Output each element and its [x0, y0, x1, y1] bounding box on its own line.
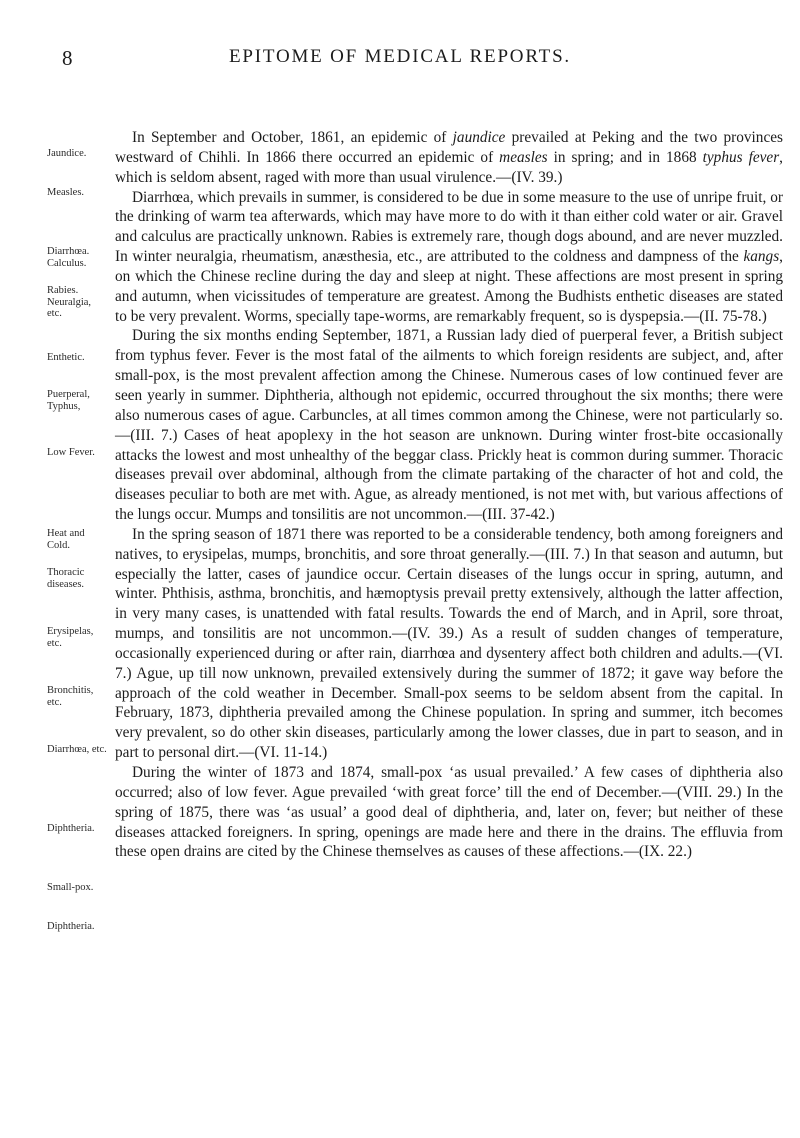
- text-span: , which is seldom absent, raged with more than usual virulence.—(IV. 39.): [115, 148, 783, 186]
- margin-note-enthetic: Enthetic.: [47, 352, 85, 363]
- margin-note-small-pox: Small-pox.: [47, 882, 94, 893]
- margin-note-heat-cold: Heat and Cold.: [47, 528, 85, 551]
- margin-note-thoracic: Thoracic diseases.: [47, 567, 85, 590]
- term-typhus-fever: typhus fever: [702, 148, 780, 166]
- page-number: 8: [62, 46, 73, 70]
- margin-note-diphtheria: Diphtheria.: [47, 921, 95, 932]
- text-span: prevailed at Peking and the two provinces westward of Chihli. In 1866 there occurred an epidemic of: [115, 129, 783, 166]
- page-body: [47, 128, 783, 940]
- text-span: Diarrhœa, which prevails in summer, is considered to be due in some measure to the use of unripe fruit, or the drinking of warm tea afterwards, which may have more to do with it than either cold water or air. Gravel and calculus are practically unknown. Rabies is extremely rare, though dogs abound, and are never muzzled. In winter neuralgia, rheumatism, anæsthesia, etc., are attributed to the coldness and dampness of the: [115, 188, 783, 266]
- term-kangs: kangs: [743, 248, 780, 266]
- margin-note-jaundice: Jaundice.: [47, 148, 87, 159]
- text-span: In September and October, 1861, an epidemic of: [132, 129, 453, 146]
- text-span: , on which the Chinese recline during the day and sleep at night. These affections are most present in spring and autumn, when vicissitudes of temperature are greatest. Among the Budhists enthetic diseases are stated to be very prevalent. Worms, specially tape-worms, are remarkably frequent, so is dyspepsia.—(II. 75-78.): [115, 248, 783, 325]
- text-span: During the six months ending September, 1871, a Russian lady died of puerperal fever, a British subject from typhus fever. Fever is the most fatal of the ailments to which foreign residents are subject, and, after small-pox, is the most prevalent affection among the Chinese. Numerous cases of low continued fever are seen yearly in summer. Diphtheria, although not epidemic, occurred throughout the six months; there were also numerous cases of ague. Carbuncles, at all times common among the Chinese, were not particularly so.—(III. 7.) Cases of heat apoplexy in the hot season are unknown. During winter frost-bite occasionally attacks the lowest and most unhealthy of the beggar class. Prickly heat is common during summer. Thoracic diseases prevail over abdominal, although from the climate partaking of the character of hot and cold, the diseases peculiar to both are met with. Ague, as already mentioned, is not met with, but various affections of the lungs occur. Mumps and tonsilitis are not uncommon.—(III. 37-42.): [115, 327, 783, 524]
- running-head: EPITOME OF MEDICAL REPORTS.: [229, 46, 571, 67]
- margin-note-low-fever: Low Fever.: [47, 447, 95, 458]
- margin-note-diarrhoea-etc: Diarrhœa, etc.: [47, 744, 107, 755]
- margin-note-erysipelas: Erysipelas, etc.: [47, 626, 94, 649]
- margin-note-diarrhoea-calculus: Diarrhœa. Calculus.: [47, 246, 90, 269]
- margin-note-measles: Measles.: [47, 187, 85, 198]
- term-measles: measles: [499, 148, 548, 166]
- term-jaundice: jaundice: [452, 129, 506, 146]
- margin-note-diphtheria: Diphtheria.: [47, 823, 95, 834]
- text-span: During the winter of 1873 and 1874, small-pox ‘as usual prevailed.’ A few cases of diphtheria also occurred; also of low fever. Ague prevailed ‘with great force’ till the end of December.—(VIII. 29.) In the spring of 1875, there was ‘as usual’ a good deal of diphtheria, and, later on, fever; but neither of these diseases attacked foreigners. In spring, openings are made here and there in the drains. The effluvia from these open drains are cited by the Chinese themselves as causes of these affections.—(IX. 22.): [115, 764, 783, 861]
- margin-note-puerperal-typhus: Puerperal, Typhus,: [47, 389, 90, 412]
- paragraph-small-pox: [47, 763, 783, 932]
- margin-note-rabies-neuralgia: Rabies. Neuralgia, etc.: [47, 285, 92, 319]
- paragraph-jaundice-measles: [47, 128, 783, 198]
- text-span: In the spring season of 1871 there was reported to be a considerable tendency, both among foreigners and natives, to erysipelas, mumps, bronchitis, and sore throat generally.—(III. 7.) In that season and autumn, but especially the latter, cases of jaundice occur. Certain diseases of the lungs occur in spring, autumn, and winter. Phthisis, asthma, bronchitis, and hæmoptysis prevail pretty extensively, although the latter affection, in very many cases, is unattended with fatal results. Towards the end of March, and in April, sore throat, mumps, and tonsilitis are not uncommon.—(IV. 39.) As a result of sudden changes of temperature, occasionally experienced during or after rain, diarrhœa and dysentery affect both children and adults.—(VI. 7.) Ague, up till now unknown, prevailed extensively during the summer of 1872; it gave way before the approach of the cold weather in December. Small-pox seems to be seldom absent from the capital. In February, 1873, diphtheria prevailed among the Chinese population. In spring and summer, itch becomes very prevalent, so do other skin diseases, particularly among the lower classes, due in part to season, and in part to personal dirt.—(VI. 11-14.): [115, 525, 783, 762]
- text-span: in spring; and in 1868: [547, 148, 703, 166]
- margin-note-bronchitis: Bronchitis, etc.: [47, 685, 94, 708]
